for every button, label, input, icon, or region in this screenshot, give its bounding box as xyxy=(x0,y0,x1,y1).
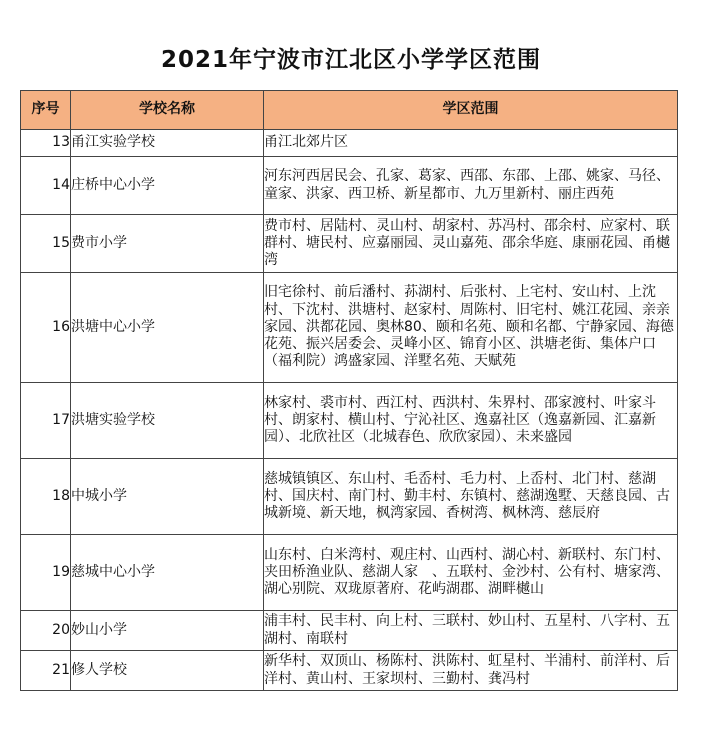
table-row xyxy=(21,157,678,215)
school-name: 庄桥中心小学 xyxy=(71,157,264,215)
school-name: 妙山小学 xyxy=(71,611,264,651)
district-area: 山东村、白米湾村、观庄村、山西村、湖心村、新联村、东门村、夹田桥渔业队、慈湖人家 、五联村、金沙村、公有村、塘家湾、湖心别院、双珑原著府、花屿湖郡、湖畔樾山 xyxy=(264,535,678,611)
page-title: 2021年宁波市江北区小学学区范围 xyxy=(160,47,541,73)
district-area: 甬江北郊片区 xyxy=(264,130,678,157)
row-number: 15 xyxy=(21,215,71,273)
district-area: 河东河西居民会、孔家、葛家、西邵、东邵、上邵、姚家、马径、童家、洪家、西卫桥、新星都市、九万里新村、丽庄西苑 xyxy=(264,157,678,215)
table-row xyxy=(21,273,678,383)
table-row xyxy=(21,383,678,459)
table-row xyxy=(21,459,678,535)
row-number: 14 xyxy=(21,157,71,215)
district-area: 旧宅徐村、前后潘村、荪湖村、后张村、上宅村、安山村、上沈村、下沈村、洪塘村、赵家村、周陈村、旧宅村、姚江花园、亲亲家园、洪都花园、奥林80、颐和名苑、颐和名都、宁静家园、海德花苑、振兴居委会、灵峰小区、锦育小区、洪塘老街、集体户口（福利院）鸿盛家园、洋墅名苑、天赋苑 xyxy=(264,273,678,383)
school-name: 洪塘中心小学 xyxy=(71,273,264,383)
header-school-name: 学校名称 xyxy=(71,91,264,130)
school-name: 修人学校 xyxy=(71,651,264,691)
school-name: 费市小学 xyxy=(71,215,264,273)
row-number: 21 xyxy=(21,651,71,691)
school-name: 中城小学 xyxy=(71,459,264,535)
school-district-table xyxy=(20,90,678,691)
row-number: 19 xyxy=(21,535,71,611)
district-area: 慈城镇镇区、东山村、毛岙村、毛力村、上岙村、北门村、慈湖村、国庆村、南门村、勤丰村、东镇村、慈湖逸墅、天慈良园、古城新境、新天地，枫湾家园、香树湾、枫林湾、慈辰府 xyxy=(264,459,678,535)
row-number: 18 xyxy=(21,459,71,535)
table-row xyxy=(21,651,678,691)
table-row xyxy=(21,611,678,651)
header-district-area: 学区范围 xyxy=(264,91,678,130)
district-area: 林家村、裘市村、西江村、西洪村、朱界村、邵家渡村、叶家斗村、朗家村、横山村、宁沁社区、逸嘉社区（逸嘉新园、汇嘉新园）、北欣社区（北城春色、欣欣家园）、未来盛园 xyxy=(264,383,678,459)
row-number: 20 xyxy=(21,611,71,651)
school-name: 甬江实验学校 xyxy=(71,130,264,157)
table-header-row xyxy=(21,91,678,130)
school-name: 洪塘实验学校 xyxy=(71,383,264,459)
table-row xyxy=(21,130,678,157)
district-area: 费市村、居陆村、灵山村、胡家村、苏冯村、邵余村、应家村、联群村、塘民村、应嘉丽园、灵山嘉苑、邵余华庭、康丽花园、甬樾湾 xyxy=(264,215,678,273)
table-row xyxy=(21,535,678,611)
row-number: 16 xyxy=(21,273,71,383)
district-area: 浦丰村、民丰村、向上村、三联村、妙山村、五星村、八字村、五湖村、南联村 xyxy=(264,611,678,651)
row-number: 13 xyxy=(21,130,71,157)
row-number: 17 xyxy=(21,383,71,459)
header-number: 序号 xyxy=(21,91,71,130)
district-area: 新华村、双顶山、杨陈村、洪陈村、虹星村、半浦村、前洋村、后洋村、黄山村、王家坝村、三勤村、龚冯村 xyxy=(264,651,678,691)
table-row xyxy=(21,215,678,273)
school-name: 慈城中心小学 xyxy=(71,535,264,611)
